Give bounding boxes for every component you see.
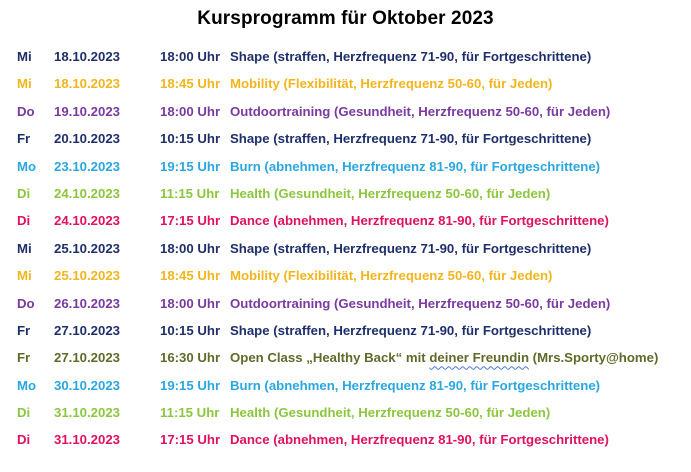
course-date: 25.10.2023 [54, 240, 121, 256]
course-date: 20.10.2023 [54, 131, 121, 147]
course-time: 18:00 Uhr [160, 240, 221, 256]
schedule-row [0, 213, 691, 240]
course-description [230, 268, 552, 283]
weekday: Do [17, 103, 35, 119]
course-date: 25.10.2023 [54, 268, 121, 284]
weekday: Mi [17, 240, 32, 256]
course-description-text: Shape (straffen, Herzfrequenz 71-90, für Fortgeschrittene) [230, 131, 592, 147]
course-description-text: Outdoortraining (Gesundheit, Herzfrequenz 50-60, für Jeden) [230, 103, 611, 119]
course-date: 27.10.2023 [54, 322, 121, 338]
course-description-text: Outdoortraining (Gesundheit, Herzfrequenz 50-60, für Jeden) [230, 295, 611, 311]
course-date: 18.10.2023 [54, 49, 121, 64]
course-description [230, 432, 609, 447]
course-description [230, 323, 591, 338]
weekday: Mi [17, 268, 32, 284]
course-description [230, 296, 610, 311]
course-date: 31.10.2023 [54, 432, 121, 448]
schedule-row [0, 268, 691, 295]
course-time: 10:15 Uhr [160, 131, 221, 147]
weekday: Mi [17, 49, 32, 64]
course-date: 26.10.2023 [54, 295, 121, 311]
course-description [230, 405, 550, 420]
course-time: 19:15 Uhr [160, 377, 221, 393]
weekday: Mo [17, 377, 37, 393]
course-description [230, 131, 591, 146]
course-time: 18:00 Uhr [160, 49, 221, 64]
schedule-row [0, 131, 691, 158]
weekday: Di [17, 405, 31, 421]
schedule-row [0, 323, 691, 350]
course-time: 18:00 Uhr [160, 103, 221, 119]
course-time: 16:30 Uhr [160, 350, 221, 366]
schedule-row [0, 159, 691, 186]
course-date: 27.10.2023 [54, 350, 121, 366]
schedule-row [0, 49, 691, 76]
page-title: Kursprogramm für Oktober 2023 [197, 8, 494, 29]
schedule-row [0, 378, 691, 405]
course-description-text: Burn (abnehmen, Herzfrequenz 81-90, für Fortgeschrittene) [230, 377, 601, 393]
course-description-text: Open Class „Healthy Back“ mit [230, 350, 430, 366]
course-time: 19:15 Uhr [160, 158, 221, 174]
course-time: 11:15 Uhr [160, 405, 220, 421]
course-time: 10:15 Uhr [160, 322, 221, 338]
weekday: Fr [17, 131, 31, 147]
course-date: 24.10.2023 [54, 185, 121, 201]
course-description-text: Shape (straffen, Herzfrequenz 71-90, für Fortgeschrittene) [230, 240, 592, 256]
course-description-text: Shape (straffen, Herzfrequenz 71-90, für Fortgeschrittene) [230, 322, 592, 338]
course-description-text: Dance (abnehmen, Herzfrequenz 81-90, für Fortgeschrittene) [230, 213, 609, 229]
course-description [230, 104, 610, 119]
weekday: Mi [17, 76, 32, 92]
course-time: 18:00 Uhr [160, 295, 221, 311]
course-description [230, 350, 658, 365]
weekday: Do [17, 295, 35, 311]
course-time: 17:15 Uhr [160, 432, 221, 448]
schedule-row [0, 405, 691, 432]
course-description [230, 186, 550, 201]
weekday: Fr [17, 322, 31, 338]
course-description-text: Dance (abnehmen, Herzfrequenz 81-90, für Fortgeschrittene) [230, 432, 609, 448]
weekday: Di [17, 432, 31, 448]
course-time: 11:15 Uhr [160, 185, 220, 201]
course-schedule [0, 49, 691, 460]
course-description-suffix: (Mrs.Sporty@home) [529, 350, 659, 366]
course-description [230, 159, 600, 174]
course-description-text: Burn (abnehmen, Herzfrequenz 81-90, für Fortgeschrittene) [230, 158, 601, 174]
course-description-text: Shape (straffen, Herzfrequenz 71-90, für Fortgeschrittene) [230, 49, 592, 64]
course-description [230, 213, 609, 228]
schedule-row [0, 296, 691, 323]
course-description [230, 49, 591, 64]
course-description-text: Health (Gesundheit, Herzfrequenz 50-60, für Jeden) [230, 185, 551, 201]
course-time: 18:45 Uhr [160, 268, 221, 284]
schedule-row [0, 241, 691, 268]
course-date: 23.10.2023 [54, 158, 121, 174]
weekday: Fr [17, 350, 31, 366]
spellcheck-underlined-text: deiner Freundin [429, 350, 530, 366]
schedule-row [0, 104, 691, 131]
course-time: 18:45 Uhr [160, 76, 221, 92]
course-description [230, 378, 600, 393]
course-time: 17:15 Uhr [160, 213, 221, 229]
course-description [230, 76, 552, 91]
course-description-text: Mobility (Flexibilität, Herzfrequenz 50-60, für Jeden) [230, 76, 553, 92]
schedule-row [0, 76, 691, 103]
course-date: 31.10.2023 [54, 405, 121, 421]
schedule-row [0, 432, 691, 459]
weekday: Di [17, 185, 31, 201]
weekday: Di [17, 213, 31, 229]
course-date: 19.10.2023 [54, 103, 121, 119]
course-date: 30.10.2023 [54, 377, 121, 393]
schedule-row [0, 350, 691, 377]
schedule-row [0, 186, 691, 213]
course-description [230, 241, 591, 256]
course-date: 24.10.2023 [54, 213, 121, 229]
weekday: Mo [17, 158, 37, 174]
course-description-text: Mobility (Flexibilität, Herzfrequenz 50-60, für Jeden) [230, 268, 553, 284]
course-description-text: Health (Gesundheit, Herzfrequenz 50-60, für Jeden) [230, 405, 551, 421]
course-date: 18.10.2023 [54, 76, 121, 92]
